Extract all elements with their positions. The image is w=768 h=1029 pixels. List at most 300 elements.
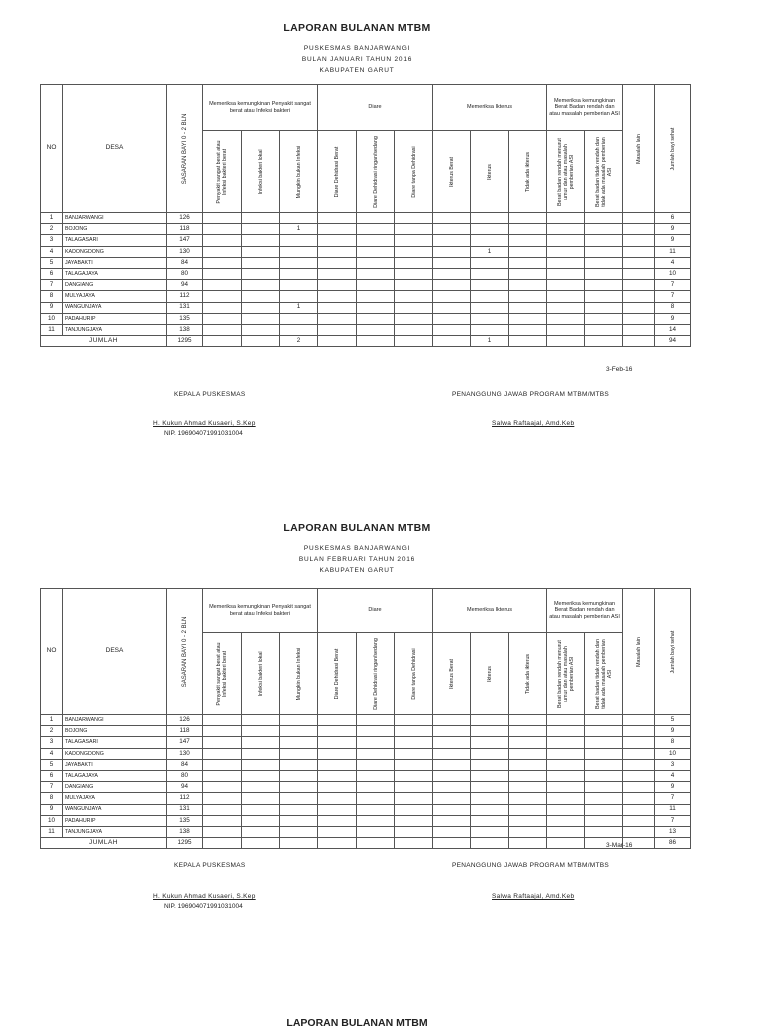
cell-value (203, 280, 242, 291)
total-sasaran: 1295 (167, 838, 203, 849)
table-row (41, 782, 691, 793)
cell-value (280, 737, 318, 748)
total-value (471, 838, 509, 849)
cell-value (242, 235, 280, 246)
cell-value (585, 313, 623, 324)
cell-desa: BOJONG (63, 224, 167, 235)
cell-value (357, 793, 395, 804)
cell-value (547, 313, 585, 324)
cell-value (509, 759, 547, 770)
table-row (41, 815, 691, 826)
cell-value: 10 (655, 268, 691, 279)
cell-sasaran: 80 (167, 268, 203, 279)
cell-value (547, 291, 585, 302)
cell-value (357, 770, 395, 781)
cell-value (280, 726, 318, 737)
total-value (280, 838, 318, 849)
cell-value (242, 280, 280, 291)
cell-value (395, 280, 433, 291)
cell-value (623, 280, 655, 291)
cell-value (280, 246, 318, 257)
total-value (318, 336, 357, 347)
header-sub-label: Berat badan tidak rendah dan tidak ada masalah pemberian ASI (594, 638, 613, 709)
cell-value (357, 759, 395, 770)
cell-value (357, 324, 395, 335)
header-sub-10 (547, 633, 585, 715)
cell-value (242, 213, 280, 224)
cell-value (433, 759, 471, 770)
header-no: NO (41, 85, 63, 213)
cell-value (547, 235, 585, 246)
cell-value (395, 235, 433, 246)
cell-value (395, 804, 433, 815)
cell-sasaran: 112 (167, 291, 203, 302)
header-jumlah-bayi-sehat (655, 85, 691, 213)
cell-desa: MULYAJAYA (63, 291, 167, 302)
left-signature-name: H. Kukun Ahmad Kusaeri, S.Kep (153, 893, 256, 900)
cell-no: 5 (41, 759, 63, 770)
header-group-ikterus: Memeriksa Ikterus (433, 85, 547, 131)
cell-value (357, 748, 395, 759)
cell-value (357, 313, 395, 324)
header-sub-9 (509, 131, 547, 213)
cell-value (433, 770, 471, 781)
cell-value (318, 280, 357, 291)
cell-value (509, 313, 547, 324)
puskesmas-name: PUSKESMAS BANJARWANGI (303, 545, 411, 552)
cell-value (471, 715, 509, 726)
header-sub-9 (509, 633, 547, 715)
header-sub-label: Berat badan rendah menurut umur dan atau masalah pemberian ASI (556, 137, 575, 206)
cell-value (318, 302, 357, 313)
cell-value (509, 737, 547, 748)
cell-desa: TALAGASARI (63, 737, 167, 748)
table-row (41, 826, 691, 837)
total-row (41, 336, 691, 347)
header-sub-7 (433, 633, 471, 715)
cell-value (433, 826, 471, 837)
header-group-diare: Diare (318, 85, 433, 131)
cell-value: 9 (655, 782, 691, 793)
cell-value: 4 (655, 257, 691, 268)
cell-value (280, 235, 318, 246)
cell-value (433, 257, 471, 268)
cell-value: 9 (655, 726, 691, 737)
cell-value (471, 804, 509, 815)
cell-value (395, 291, 433, 302)
cell-value (585, 748, 623, 759)
header-sub-6 (395, 633, 433, 715)
cell-value (623, 748, 655, 759)
cell-value (471, 737, 509, 748)
cell-value (547, 759, 585, 770)
cell-value (471, 235, 509, 246)
cell-value (509, 782, 547, 793)
header-group-diare: Diare (318, 589, 433, 633)
cell-value (318, 224, 357, 235)
cell-value (585, 793, 623, 804)
cell-value (623, 715, 655, 726)
cell-value (585, 268, 623, 279)
header-sub-2 (242, 131, 280, 213)
cell-value (471, 815, 509, 826)
cell-desa: MULYAJAYA (63, 793, 167, 804)
header-sub-label: Diare Dehidrasi Berat (334, 648, 340, 699)
header-sub-label: Infeksi bakteri lokal (257, 148, 264, 195)
cell-value (357, 782, 395, 793)
cell-desa: JAYABAKTI (63, 257, 167, 268)
cell-desa: WANGUNJAYA (63, 804, 167, 815)
cell-value: 8 (655, 302, 691, 313)
total-row (41, 838, 691, 849)
header-group-bb: Memeriksa kemungkinan Berat Badan rendah dan atau masalah pemberian ASI (547, 589, 623, 633)
cell-value (242, 246, 280, 257)
header-sub-8 (471, 633, 509, 715)
cell-value (280, 213, 318, 224)
cell-value (242, 715, 280, 726)
cell-sasaran: 94 (167, 782, 203, 793)
cell-value (509, 213, 547, 224)
cell-sasaran: 126 (167, 715, 203, 726)
header-sub-4 (318, 131, 357, 213)
cell-no: 1 (41, 213, 63, 224)
total-sasaran: 1295 (167, 336, 203, 347)
cell-value (547, 246, 585, 257)
header-sub-label: Infeksi bakteri lokal (257, 650, 264, 697)
cell-value (318, 291, 357, 302)
cell-sasaran: 147 (167, 737, 203, 748)
cell-value (509, 257, 547, 268)
cell-no: 2 (41, 726, 63, 737)
cell-value (242, 793, 280, 804)
cell-value (280, 313, 318, 324)
cell-value (509, 268, 547, 279)
cell-value (318, 715, 357, 726)
total-value (318, 838, 357, 849)
total-value (203, 838, 242, 849)
cell-value (357, 302, 395, 313)
cell-sasaran: 118 (167, 224, 203, 235)
cell-value (623, 291, 655, 302)
cell-value (547, 257, 585, 268)
cell-value: 6 (655, 213, 691, 224)
cell-value (547, 748, 585, 759)
cell-value (203, 770, 242, 781)
cell-value: 7 (655, 280, 691, 291)
header-sub-1 (203, 633, 242, 715)
cell-value (623, 759, 655, 770)
cell-value (509, 715, 547, 726)
cell-value (318, 268, 357, 279)
cell-value (280, 759, 318, 770)
header-sub-label: Penyakit sangat berat atau Infeksi bakteri berat (216, 641, 228, 706)
cell-value (203, 324, 242, 335)
cell-value: 4 (655, 770, 691, 781)
header-jumlah-bayi-sehat-label: Jumlah bayi sehat (669, 630, 676, 673)
header-sub-4 (318, 633, 357, 715)
header-group-infeksi: Memeriksa kemungkinan Penyakit sangat berat atau Infeksi bakteri (203, 85, 318, 131)
cell-sasaran: 80 (167, 770, 203, 781)
cell-value (280, 793, 318, 804)
header-masalah-lain (623, 85, 655, 213)
header-sub-label: Tidak ada ikterus (524, 151, 531, 192)
cell-desa: KADONGDONG (63, 246, 167, 257)
cell-value (433, 313, 471, 324)
report-february (0, 516, 768, 996)
total-label: JUMLAH (41, 336, 167, 347)
cell-value (395, 313, 433, 324)
cell-value (623, 213, 655, 224)
table-row (41, 268, 691, 279)
kabupaten-name: KABUPATEN GARUT (319, 567, 395, 574)
cell-value (433, 280, 471, 291)
cell-no: 10 (41, 313, 63, 324)
cell-value (623, 235, 655, 246)
header-desa: DESA (63, 589, 167, 715)
cell-value (203, 246, 242, 257)
cell-value (395, 224, 433, 235)
cell-sasaran: 126 (167, 213, 203, 224)
cell-value (357, 257, 395, 268)
cell-value (509, 748, 547, 759)
header-sub-label: Tidak ada ikterus (524, 653, 531, 694)
cell-value (585, 302, 623, 313)
total-value (509, 838, 547, 849)
header-desa: DESA (63, 85, 167, 213)
cell-value (471, 759, 509, 770)
kabupaten-name: KABUPATEN GARUT (319, 67, 395, 74)
cell-value (395, 826, 433, 837)
cell-value (433, 291, 471, 302)
cell-value: 7 (655, 793, 691, 804)
cell-no: 6 (41, 268, 63, 279)
cell-value (203, 213, 242, 224)
report-date: 3-Feb-16 (606, 366, 633, 373)
cell-no: 3 (41, 235, 63, 246)
cell-value (433, 804, 471, 815)
mtbm-table (40, 588, 691, 849)
table-row (41, 291, 691, 302)
cell-value (318, 726, 357, 737)
total-value: 94 (655, 336, 691, 347)
cell-no: 6 (41, 770, 63, 781)
cell-value (318, 815, 357, 826)
cell-sasaran: 135 (167, 815, 203, 826)
total-value (357, 838, 395, 849)
cell-value (318, 246, 357, 257)
cell-value (471, 313, 509, 324)
cell-value (547, 782, 585, 793)
header-sub-7 (433, 131, 471, 213)
cell-value (433, 726, 471, 737)
total-value (623, 336, 655, 347)
cell-value (242, 291, 280, 302)
puskesmas-name: PUSKESMAS BANJARWANGI (303, 45, 411, 52)
cell-no: 11 (41, 826, 63, 837)
table-row (41, 804, 691, 815)
table-row (41, 793, 691, 804)
cell-value (585, 815, 623, 826)
cell-value (318, 826, 357, 837)
cell-value (357, 213, 395, 224)
left-signature-title: KEPALA PUSKESMAS (174, 391, 246, 398)
cell-value (242, 224, 280, 235)
cell-value: 11 (655, 246, 691, 257)
header-no: NO (41, 589, 63, 715)
table-row (41, 213, 691, 224)
cell-value (585, 715, 623, 726)
header-sub-label: Ikterus (486, 665, 493, 682)
cell-value (509, 302, 547, 313)
cell-value (280, 782, 318, 793)
cell-value (203, 235, 242, 246)
total-value: 2 (280, 336, 318, 347)
cell-value (623, 726, 655, 737)
mtbm-table (40, 84, 691, 347)
cell-value (395, 737, 433, 748)
cell-value (203, 268, 242, 279)
cell-value (357, 246, 395, 257)
cell-value (242, 313, 280, 324)
cell-value (280, 748, 318, 759)
cell-value (357, 235, 395, 246)
table-row (41, 280, 691, 291)
cell-value (433, 715, 471, 726)
cell-value: 9 (655, 235, 691, 246)
cell-value (547, 737, 585, 748)
cell-value (357, 804, 395, 815)
cell-desa: KADONGDONG (63, 748, 167, 759)
total-value (203, 336, 242, 347)
cell-value (395, 726, 433, 737)
cell-sasaran: 112 (167, 793, 203, 804)
cell-value (318, 782, 357, 793)
cell-value (509, 793, 547, 804)
header-sub-label: Mungkin bukan Infeksi (295, 145, 302, 198)
report-date: 3-Mar-16 (606, 842, 633, 849)
cell-value (547, 804, 585, 815)
cell-value (395, 815, 433, 826)
cell-desa: PADAHURIP (63, 313, 167, 324)
cell-sasaran: 138 (167, 324, 203, 335)
cell-sasaran: 130 (167, 246, 203, 257)
cell-value (280, 804, 318, 815)
cell-value (547, 815, 585, 826)
cell-sasaran: 135 (167, 313, 203, 324)
cell-value (203, 737, 242, 748)
cell-value (585, 726, 623, 737)
cell-value (203, 224, 242, 235)
report-title: LAPORAN BULANAN MTBM (283, 522, 431, 534)
header-sub-label: Diare Dehidrasi Berat (334, 146, 340, 197)
cell-value (357, 715, 395, 726)
header-sub-label: Diare Dehidrasi ringan/sedang (372, 135, 379, 208)
cell-value: 10 (655, 748, 691, 759)
cell-value (547, 793, 585, 804)
header-masalah-lain-label: Masalah lain (635, 133, 642, 164)
cell-value (623, 737, 655, 748)
cell-value (623, 324, 655, 335)
cell-value (585, 782, 623, 793)
header-sub-11 (585, 131, 623, 213)
report-title: LAPORAN BULANAN MTBM (283, 22, 431, 34)
header-sub-label: Penyakit sangat berat atau Infeksi bakteri berat (216, 139, 228, 204)
cell-desa: TALAGAJAYA (63, 268, 167, 279)
cell-desa: TANJUNGJAYA (63, 826, 167, 837)
cell-value (242, 324, 280, 335)
report-period: BULAN FEBRUARI TAHUN 2016 (298, 556, 416, 563)
cell-no: 4 (41, 246, 63, 257)
cell-value (471, 782, 509, 793)
cell-value (318, 759, 357, 770)
cell-no: 1 (41, 715, 63, 726)
header-masalah-lain-label: Masalah lain (635, 636, 642, 667)
cell-value (433, 246, 471, 257)
cell-value (623, 793, 655, 804)
left-signature-name: H. Kukun Ahmad Kusaeri, S.Kep (153, 420, 256, 427)
cell-value (280, 826, 318, 837)
cell-value (471, 302, 509, 313)
left-signature-nip: NIP. 196904071991031004 (164, 903, 243, 910)
cell-value (395, 793, 433, 804)
cell-value: 14 (655, 324, 691, 335)
cell-value (280, 815, 318, 826)
cell-value (433, 235, 471, 246)
cell-value (471, 826, 509, 837)
cell-value (395, 748, 433, 759)
cell-value (509, 804, 547, 815)
cell-value (280, 257, 318, 268)
cell-value (585, 826, 623, 837)
right-signature-title: PENANGGUNG JAWAB PROGRAM MTBM/MTBS (452, 391, 610, 398)
total-value (585, 336, 623, 347)
cell-value: 1 (471, 246, 509, 257)
cell-value (585, 224, 623, 235)
cell-value: 11 (655, 804, 691, 815)
cell-value (623, 224, 655, 235)
cell-value (395, 246, 433, 257)
cell-value (433, 213, 471, 224)
cell-value (547, 715, 585, 726)
header-sub-label: Ikterus Berat (448, 658, 455, 689)
cell-sasaran: 94 (167, 280, 203, 291)
cell-value (623, 815, 655, 826)
cell-desa: TALAGASARI (63, 235, 167, 246)
cell-value (471, 280, 509, 291)
total-value: 1 (471, 336, 509, 347)
total-value (433, 336, 471, 347)
cell-value (357, 291, 395, 302)
cell-value (585, 257, 623, 268)
header-group-infeksi: Memeriksa kemungkinan Penyakit sangat berat atau Infeksi bakteri (203, 589, 318, 633)
cell-value (357, 224, 395, 235)
cell-value: 3 (655, 759, 691, 770)
cell-value (357, 726, 395, 737)
table-row (41, 246, 691, 257)
cell-desa: JAYABAKTI (63, 759, 167, 770)
cell-value (585, 280, 623, 291)
header-sub-label: Diare tanpa Dehidrasi (410, 647, 417, 700)
cell-value (471, 268, 509, 279)
report-january (0, 16, 768, 496)
cell-value (203, 748, 242, 759)
cell-value: 9 (655, 224, 691, 235)
cell-value (471, 793, 509, 804)
table-row (41, 235, 691, 246)
cell-value (395, 257, 433, 268)
cell-value (623, 782, 655, 793)
cell-value (509, 280, 547, 291)
